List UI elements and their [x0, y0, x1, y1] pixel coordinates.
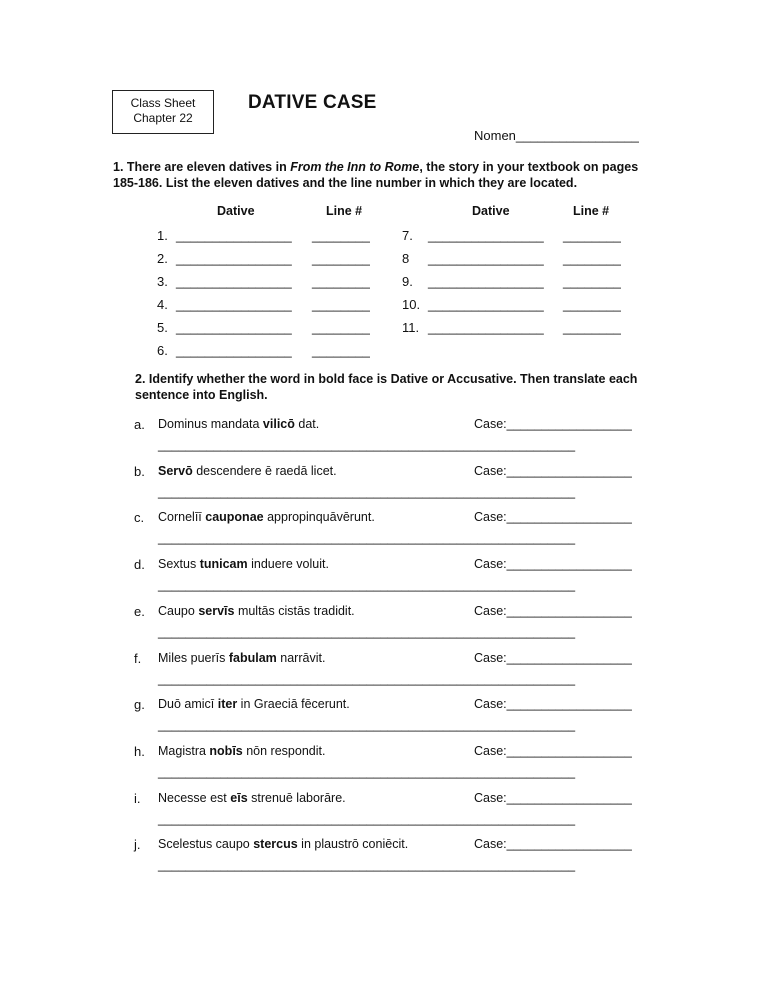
question-1-part1: 1. There are eleven datives in: [113, 160, 291, 174]
dative-answer-blank[interactable]: ________________: [428, 251, 544, 266]
item-letter: d.: [134, 557, 145, 572]
sentence-text: Dominus mandata: [158, 417, 263, 431]
dative-row-number: 9.: [402, 274, 413, 289]
translation-line[interactable]: ____________________________________________________________: [158, 718, 576, 732]
sentence-text: in plaustrō coniēcit.: [297, 837, 409, 851]
dative-row-number: 5.: [157, 320, 168, 335]
bold-word: nobīs: [209, 744, 243, 758]
case-answer-field[interactable]: Case:__________________: [474, 417, 632, 431]
item-sentence: [158, 697, 350, 711]
line-number-blank[interactable]: ________: [563, 320, 621, 335]
item-sentence: [158, 791, 346, 805]
line-number-blank[interactable]: ________: [563, 274, 621, 289]
item-letter: g.: [134, 697, 145, 712]
sentence-text: Duō amicī: [158, 697, 218, 711]
sentence-text: descendere ē raedā licet.: [192, 464, 337, 478]
dative-answer-blank[interactable]: ________________: [428, 320, 544, 335]
dative-row-number: 3.: [157, 274, 168, 289]
col-line-right: Line #: [573, 204, 610, 218]
sentence-text: Caupo: [158, 604, 199, 618]
sentence-text: Scelestus caupo: [158, 837, 254, 851]
dative-row-number: 1.: [157, 228, 168, 243]
case-answer-field[interactable]: Case:__________________: [474, 837, 632, 851]
item-letter: c.: [134, 510, 145, 525]
item-letter: h.: [134, 744, 145, 759]
dative-answer-blank[interactable]: ________________: [176, 320, 292, 335]
dative-answer-blank[interactable]: ________________: [176, 251, 292, 266]
sentence-text: in Graeciā fēcerunt.: [237, 697, 350, 711]
col-dative-right: Dative: [472, 204, 510, 218]
item-letter: f.: [134, 651, 142, 666]
sentence-text: Magistra: [158, 744, 210, 758]
question-2-text: 2. Identify whether the word in bold face is Dative or Accusative. Then translate each sentence into English.: [135, 372, 638, 402]
item-sentence: [158, 464, 337, 478]
line-number-blank[interactable]: ________: [563, 228, 621, 243]
dative-row-number: 8: [402, 251, 410, 266]
translation-line[interactable]: ____________________________________________________________: [158, 812, 576, 826]
story-title: From the Inn to Rome: [290, 160, 420, 174]
dative-row-number: 11.: [402, 320, 420, 335]
dative-answer-blank[interactable]: ________________: [176, 343, 292, 358]
item-sentence: [158, 744, 325, 758]
sentence-text: Necesse est: [158, 791, 231, 805]
item-sentence: [158, 510, 375, 524]
dative-answer-blank[interactable]: ________________: [176, 297, 292, 312]
bold-word: servīs: [198, 604, 235, 618]
dative-row-number: 4.: [157, 297, 168, 312]
translation-line[interactable]: ____________________________________________________________: [158, 625, 576, 639]
dative-row-number: 6.: [157, 343, 168, 358]
bold-word: cauponae: [205, 510, 264, 524]
line-number-blank[interactable]: ________: [312, 274, 370, 289]
translation-line[interactable]: ____________________________________________________________: [158, 485, 576, 499]
translation-line[interactable]: ____________________________________________________________: [158, 578, 576, 592]
item-letter: a.: [134, 417, 145, 432]
dative-row-number: 10.: [402, 297, 421, 312]
col-dative-left: Dative: [217, 204, 255, 218]
sentence-text: Cornelīī: [158, 510, 206, 524]
dative-answer-blank[interactable]: ________________: [428, 297, 544, 312]
case-answer-field[interactable]: Case:__________________: [474, 557, 632, 571]
item-sentence: [158, 417, 319, 431]
chapter-label: Chapter 22: [133, 111, 193, 125]
item-sentence: [158, 604, 355, 618]
dative-answer-blank[interactable]: ________________: [176, 274, 292, 289]
sentence-text: induere voluit.: [247, 557, 329, 571]
class-sheet-box: [112, 90, 214, 134]
case-answer-field[interactable]: Case:__________________: [474, 791, 632, 805]
dative-answer-blank[interactable]: ________________: [428, 228, 544, 243]
item-letter: b.: [134, 464, 145, 479]
item-letter: e.: [134, 604, 145, 619]
line-number-blank[interactable]: ________: [312, 343, 370, 358]
dative-answer-blank[interactable]: ________________: [176, 228, 292, 243]
item-sentence: [158, 651, 325, 665]
question-1-part2: , the story in your textbook on pages 185-186. List the eleven datives and the line number in which they are located.: [113, 160, 639, 190]
item-letter: j.: [134, 837, 141, 852]
line-number-blank[interactable]: ________: [312, 297, 370, 312]
case-answer-field[interactable]: Case:__________________: [474, 697, 632, 711]
case-answer-field[interactable]: Case:__________________: [474, 744, 632, 758]
item-sentence: [158, 557, 329, 571]
bold-word: eīs: [230, 791, 248, 805]
sentence-text: Sextus: [158, 557, 200, 571]
bold-word: Servō: [158, 464, 193, 478]
sentence-text: multās cistās tradidit.: [234, 604, 355, 618]
line-number-blank[interactable]: ________: [563, 297, 621, 312]
nomen-field[interactable]: Nomen_________________: [474, 128, 639, 143]
dative-answer-blank[interactable]: ________________: [428, 274, 544, 289]
line-number-blank[interactable]: ________: [312, 228, 370, 243]
dative-row-number: 2.: [157, 251, 168, 266]
page-title: DATIVE CASE: [248, 92, 377, 113]
sentence-text: Miles puerīs: [158, 651, 229, 665]
col-line-left: Line #: [326, 204, 363, 218]
sentence-text: dat.: [294, 417, 320, 431]
translation-line[interactable]: ____________________________________________________________: [158, 858, 576, 872]
item-sentence: [158, 837, 408, 851]
case-answer-field[interactable]: Case:__________________: [474, 604, 632, 618]
bold-word: vilicō: [262, 417, 295, 431]
sentence-text: appropinquāvērunt.: [263, 510, 375, 524]
sentence-text: nōn respondit.: [242, 744, 326, 758]
bold-word: stercus: [253, 837, 298, 851]
line-number-blank[interactable]: ________: [312, 251, 370, 266]
bold-word: iter: [217, 697, 238, 711]
case-answer-field[interactable]: Case:__________________: [474, 464, 632, 478]
sentence-text: narrāvit.: [276, 651, 326, 665]
line-number-blank[interactable]: ________: [312, 320, 370, 335]
sentence-text: strenuē laborāre.: [247, 791, 346, 805]
translation-line[interactable]: ____________________________________________________________: [158, 531, 576, 545]
case-answer-field[interactable]: Case:__________________: [474, 651, 632, 665]
bold-word: fabulam: [228, 651, 277, 665]
dative-row-number: 7.: [402, 228, 413, 243]
class-sheet-label: Class Sheet: [130, 96, 196, 110]
bold-word: tunicam: [199, 557, 248, 571]
translation-line[interactable]: ____________________________________________________________: [158, 672, 576, 686]
translation-line[interactable]: ____________________________________________________________: [158, 438, 576, 452]
translation-line[interactable]: ____________________________________________________________: [158, 765, 576, 779]
case-answer-field[interactable]: Case:__________________: [474, 510, 632, 524]
item-letter: i.: [134, 791, 141, 806]
line-number-blank[interactable]: ________: [563, 251, 621, 266]
question-1-text: [113, 159, 653, 191]
